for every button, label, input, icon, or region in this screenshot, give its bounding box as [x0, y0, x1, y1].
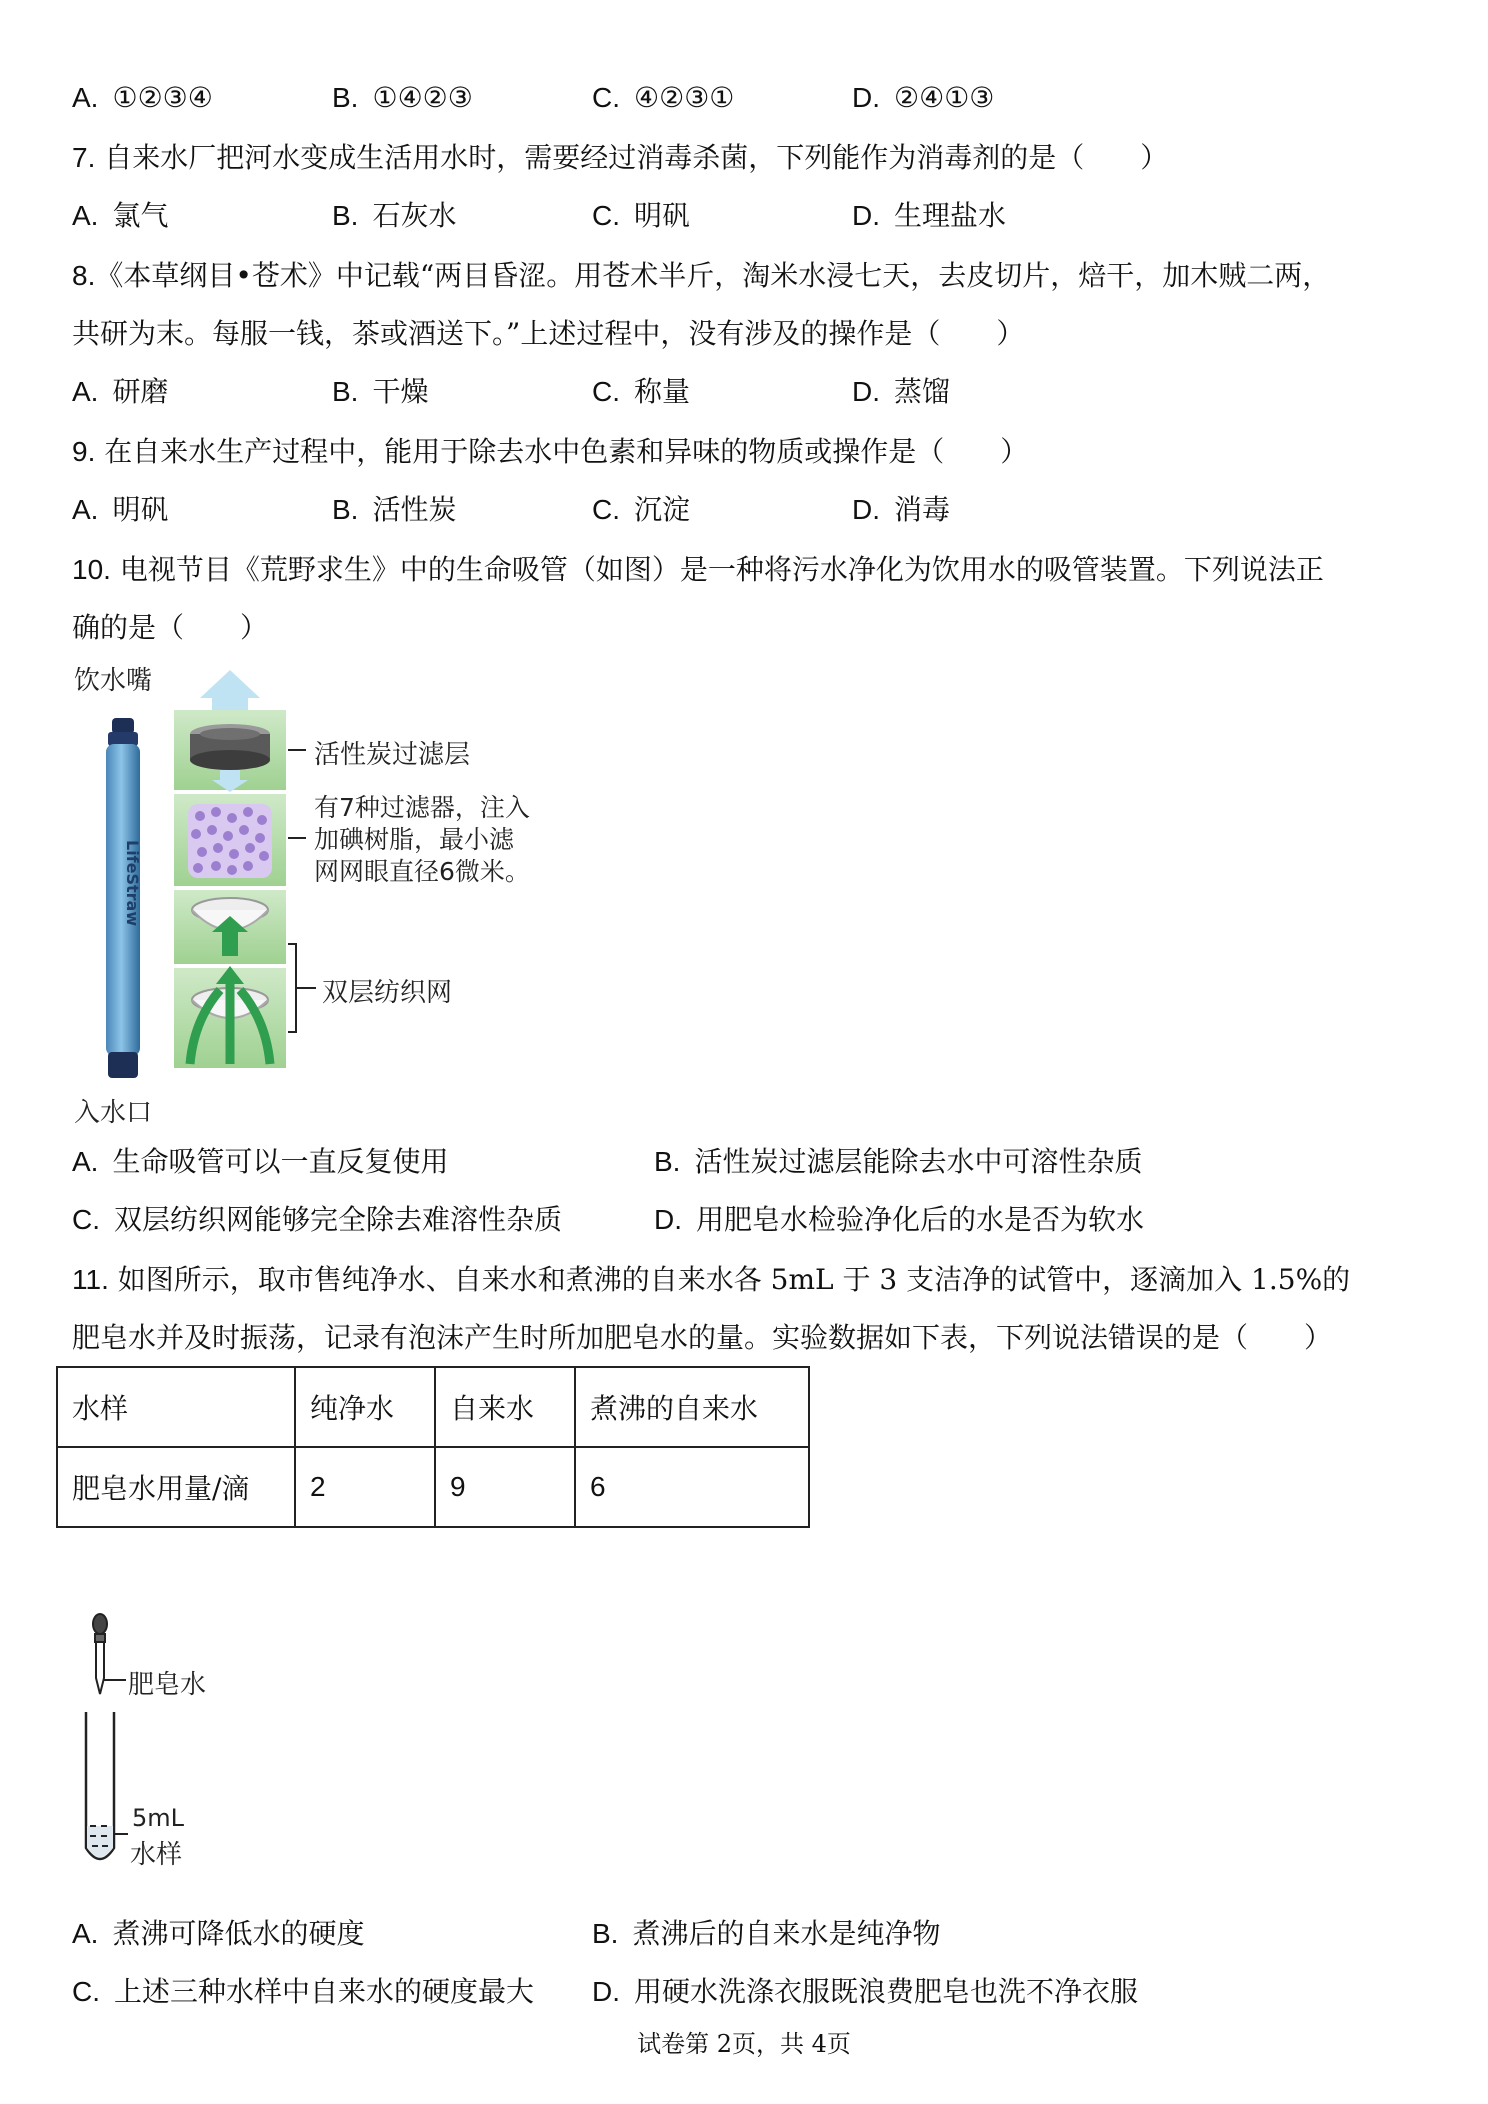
q7-option-a: A. 氯气 — [72, 199, 169, 232]
test-tube-icon — [86, 1712, 114, 1859]
test-tube-figure — [70, 1608, 270, 1878]
carbon-cartridge-icon — [190, 724, 270, 770]
q10-option-a: A. 生命吸管可以一直反复使用 — [72, 1145, 449, 1178]
water-sample-label: 水样 — [130, 1840, 183, 1870]
table-cell: 肥皂水用量/滴 — [57, 1447, 295, 1527]
table-cell: 9 — [435, 1447, 575, 1527]
q11-option-d: D. 用硬水洗涤衣服既浪费肥皂也洗不净衣服 — [592, 1975, 1139, 2008]
dropper-icon — [93, 1614, 107, 1694]
q8-stem-line1: 8.《本草纲目•苍术》中记载“两目昏涩。用苍术半斤，淘米水浸七天，去皮切片，焙干，加木贼二两， — [72, 259, 1331, 292]
q7-stem: 7. 自来水厂把河水变成生活用水时，需要经过消毒杀菌，下列能作为消毒剂的是（ ） — [72, 141, 1169, 174]
lifestraw-diagram — [70, 660, 570, 1130]
q6-option-a: A. ①②③④ — [72, 81, 213, 114]
q7-option-c: C. 明矾 — [592, 199, 691, 232]
outflow-arrow-icon — [200, 670, 260, 710]
inlet-label: 入水口 — [74, 1098, 153, 1128]
q9-stem: 9. 在自来水生产过程中，能用于除去水中色素和异味的物质或操作是（ ） — [72, 435, 1029, 468]
q6-option-b: B. ①④②③ — [332, 81, 473, 114]
q11-stem-line1: 11. 如图所示，取市售纯净水、自来水和煮沸的自来水各 5mL 于 3 支洁净的试管中，逐滴加入 1.5%的 — [72, 1263, 1351, 1296]
q10-option-c: C. 双层纺织网能够完全除去难溶性杂质 — [72, 1203, 563, 1236]
q10-option-b: B. 活性炭过滤层能除去水中可溶性杂质 — [654, 1145, 1143, 1178]
flow-arrow-icon — [222, 930, 238, 956]
q8-option-c: C. 称量 — [592, 375, 691, 408]
table-cell: 6 — [575, 1447, 809, 1527]
q8-option-d: D. 蒸馏 — [852, 375, 951, 408]
q7-option-d: D. 生理盐水 — [852, 199, 1007, 232]
mouthpiece-label: 饮水嘴 — [74, 666, 153, 696]
q11-stem-line2: 肥皂水并及时振荡，记录有泡沫产生时所加肥皂水的量。实验数据如下表，下列说法错误的是（ ） — [72, 1321, 1333, 1354]
lifestraw-figure — [70, 660, 570, 1130]
carbon-layer-label: 活性炭过滤层 — [314, 740, 471, 770]
resin-layer-label: 有7种过滤器，注入 加碘树脂，最小滤 网网眼直径6微米。 — [314, 793, 530, 886]
page-footer: 试卷第 2页，共 4页 — [637, 2030, 851, 2058]
q9-option-a: A. 明矾 — [72, 493, 169, 526]
mesh-layer-label: 双层纺织网 — [322, 978, 453, 1008]
q9-option-b: B. 活性炭 — [332, 493, 457, 526]
soap-water-label: 肥皂水 — [128, 1670, 207, 1700]
q8-option-a: A. 研磨 — [72, 375, 169, 408]
straw-brand: LifeStraw — [123, 840, 142, 927]
table-header-cell: 自来水 — [435, 1367, 575, 1447]
q10-stem-line2: 确的是（ ） — [72, 611, 269, 644]
q9-option-d: D. 消毒 — [852, 493, 951, 526]
table-cell: 2 — [295, 1447, 435, 1527]
q6-option-c: C. ④②③① — [592, 81, 735, 114]
soap-water-table — [56, 1366, 810, 1528]
q6-option-d: D. ②④①③ — [852, 81, 995, 114]
straw-tube — [106, 718, 142, 1078]
table-header-cell: 水样 — [57, 1367, 295, 1447]
volume-label: 5mL — [132, 1804, 185, 1832]
table-row — [57, 1447, 809, 1527]
table-header-cell: 纯净水 — [295, 1367, 435, 1447]
q10-stem-line1: 10. 电视节目《荒野求生》中的生命吸管（如图）是一种将污水净化为饮用水的吸管装置。下列说法正 — [72, 553, 1324, 586]
resin-beads-icon — [188, 804, 272, 878]
q11-option-b: B. 煮沸后的自来水是纯净物 — [592, 1917, 941, 1950]
q10-option-d: D. 用肥皂水检验净化后的水是否为软水 — [654, 1203, 1145, 1236]
table-header-cell: 煮沸的自来水 — [575, 1367, 809, 1447]
q9-option-c: C. 沉淀 — [592, 493, 691, 526]
q8-option-b: B. 干燥 — [332, 375, 429, 408]
table-header-row — [57, 1367, 809, 1447]
q7-option-b: B. 石灰水 — [332, 199, 457, 232]
bracket-line — [288, 944, 296, 1032]
q8-stem-line2: 共研为末。每服一钱，茶或酒送下。”上述过程中，没有涉及的操作是（ ） — [72, 317, 1025, 350]
q11-option-c: C. 上述三种水样中自来水的硬度最大 — [72, 1975, 535, 2008]
q11-option-a: A. 煮沸可降低水的硬度 — [72, 1917, 365, 1950]
